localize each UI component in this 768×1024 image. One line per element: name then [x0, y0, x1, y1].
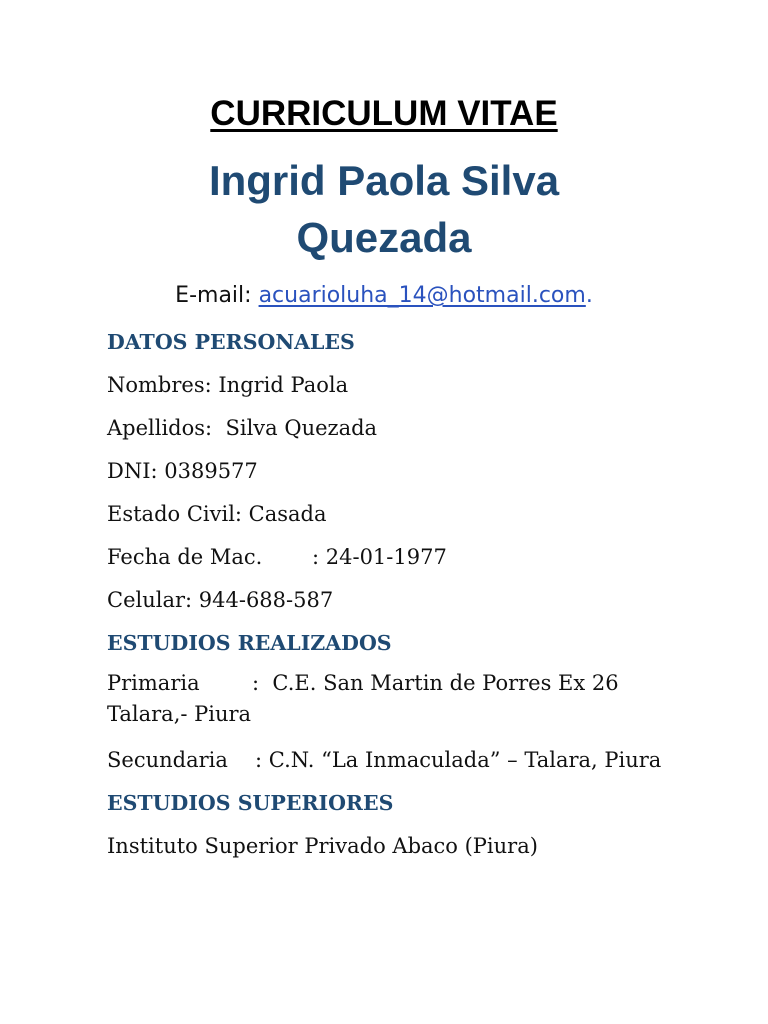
field-apellidos-text: Apellidos: Silva Quezada — [107, 416, 378, 440]
email-link[interactable]: acuarioluha_14@hotmail.com — [258, 283, 586, 308]
field-primaria-value-line2: Talara,- Piura — [107, 702, 252, 726]
field-nombres: Nombres: Ingrid Paola — [107, 373, 349, 397]
field-dni: DNI: 0389577 — [107, 459, 258, 483]
document-title: CURRICULUM VITAE — [210, 94, 558, 133]
heading-estudios-realizados: ESTUDIOS REALIZADOS — [107, 631, 392, 655]
cv-body — [107, 324, 707, 871]
field-fecha-value: : 24-01-1977 — [312, 545, 447, 569]
field-secundaria-label: Secundaria — [107, 748, 228, 772]
field-estado-civil: Estado Civil: Casada — [107, 502, 327, 526]
heading-estudios-superiores: ESTUDIOS SUPERIORES — [107, 791, 394, 815]
field-celular: Celular: 944-688-587 — [107, 588, 334, 612]
field-fecha-label: Fecha de Mac. — [107, 545, 263, 569]
person-name-line2: Quezada — [296, 214, 472, 261]
heading-datos-personales: DATOS PERSONALES — [107, 330, 355, 354]
field-instituto: Instituto Superior Privado Abaco (Piura) — [107, 834, 538, 858]
person-name-line1: Ingrid Paola Silva — [208, 157, 560, 204]
field-apellidos — [107, 410, 707, 453]
email-line — [0, 280, 768, 312]
field-fecha — [107, 539, 707, 582]
field-primaria — [107, 668, 707, 730]
field-primaria-label: Primaria — [107, 671, 200, 695]
person-name — [0, 152, 768, 266]
email-suffix: . — [585, 283, 593, 308]
field-secundaria — [107, 742, 707, 785]
field-primaria-line1 — [107, 668, 707, 699]
field-primaria-value: : C.E. San Martin de Porres Ex 26 — [252, 671, 619, 695]
email-label: E-mail: — [175, 283, 259, 308]
field-secundaria-value: : C.N. “La Inmaculada” – Talara, Piura — [255, 748, 662, 772]
